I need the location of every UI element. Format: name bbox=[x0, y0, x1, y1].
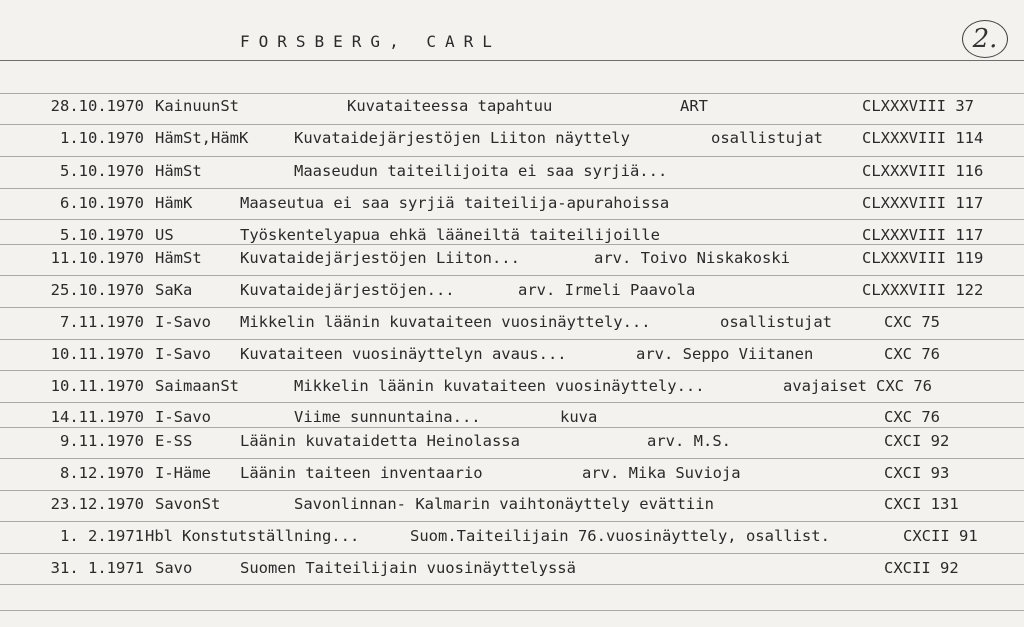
entry-ref: CLXXXVIII 119 bbox=[862, 249, 984, 267]
entry-ref: CLXXXVIII 117 bbox=[862, 226, 984, 244]
entry-ref: CXC 76 bbox=[884, 345, 940, 363]
entry-ref: CXC 76 bbox=[884, 408, 940, 426]
rule bbox=[0, 370, 1024, 371]
top-rule bbox=[0, 60, 1024, 61]
entry-source: Savo bbox=[155, 559, 193, 577]
entry-ref: CXCI 131 bbox=[884, 495, 959, 513]
entry-row bbox=[0, 494, 1024, 518]
entry-date: 9.11.1970 bbox=[60, 432, 144, 450]
entry-title: Kuvataidejärjestöjen Liiton... bbox=[240, 249, 520, 267]
entry-date: 1. 2.1971 bbox=[60, 527, 144, 545]
entry-source: KainuunSt bbox=[155, 97, 239, 115]
entry-row bbox=[0, 344, 1024, 368]
entry-title: Maaseutua ei saa syrjiä taiteilija-apurahoissa bbox=[240, 194, 670, 212]
rule bbox=[0, 490, 1024, 491]
card-title: FORSBERG, CARL bbox=[240, 32, 501, 51]
entry-row bbox=[0, 463, 1024, 487]
entry-note: arv. Toivo Niskakoski bbox=[594, 249, 790, 267]
rule bbox=[0, 521, 1024, 522]
entry-row bbox=[0, 558, 1024, 582]
entry-source: HämSt,HämK bbox=[155, 129, 249, 147]
entry-source: HämSt bbox=[155, 162, 202, 180]
entry-title: Kuvataidejärjestöjen... bbox=[240, 281, 455, 299]
entry-ref: CXCI 92 bbox=[884, 432, 950, 450]
entry-title: Suomen Taiteilijain vuosinäyttelyssä bbox=[240, 559, 576, 577]
entry-date: 31. 1.1971 bbox=[50, 559, 144, 577]
entry-source: SaKa bbox=[155, 281, 193, 299]
entry-ref: CXC 76 bbox=[876, 377, 932, 395]
rule bbox=[0, 156, 1024, 157]
entry-source: HämSt bbox=[155, 249, 202, 267]
rule bbox=[0, 124, 1024, 125]
page-number: 2. bbox=[962, 20, 1008, 58]
entry-date: 1.10.1970 bbox=[60, 129, 144, 147]
entry-title: Viime sunnuntaina... bbox=[294, 408, 481, 426]
entry-note: kuva bbox=[560, 408, 598, 426]
entry-note: arv. Seppo Viitanen bbox=[636, 345, 814, 363]
entry-title: Työskentelyapua ehkä lääneiltä taiteilijoille bbox=[240, 226, 660, 244]
entry-ref: CLXXXVIII 122 bbox=[862, 281, 984, 299]
entry-date: 11.10.1970 bbox=[50, 249, 144, 267]
rule bbox=[0, 610, 1024, 611]
entry-ref: CXCII 92 bbox=[884, 559, 959, 577]
entry-title: Läänin taiteen inventaario bbox=[240, 464, 483, 482]
entry-ref: CLXXXVIII 117 bbox=[862, 194, 984, 212]
rule bbox=[0, 307, 1024, 308]
entry-source: I-Savo bbox=[155, 408, 211, 426]
entry-source: I-Savo bbox=[155, 313, 211, 331]
entry-note: arv. Irmeli Paavola bbox=[518, 281, 696, 299]
entry-row bbox=[0, 161, 1024, 185]
entry-note: osallistujat bbox=[711, 129, 823, 147]
entry-source: E-SS bbox=[155, 432, 193, 450]
entry-row bbox=[0, 96, 1024, 120]
entry-row bbox=[0, 376, 1024, 400]
entry-note: osallistujat bbox=[720, 313, 832, 331]
entry-note: arv. M.S. bbox=[647, 432, 731, 450]
entry-ref: CLXXXVIII 116 bbox=[862, 162, 984, 180]
rule bbox=[0, 188, 1024, 189]
rule bbox=[0, 219, 1024, 220]
entry-ref: CXCI 93 bbox=[884, 464, 950, 482]
entry-source: SaimaanSt bbox=[155, 377, 239, 395]
entry-date: 23.12.1970 bbox=[50, 495, 144, 513]
entry-date: 5.10.1970 bbox=[60, 226, 144, 244]
entry-title: Konstutställning... bbox=[182, 527, 360, 545]
entry-row bbox=[0, 407, 1024, 431]
entry-ref: CLXXXVIII 114 bbox=[862, 129, 984, 147]
entry-row bbox=[0, 431, 1024, 455]
entry-row bbox=[0, 248, 1024, 272]
entry-title: Mikkelin läänin kuvataiteen vuosinäyttely... bbox=[240, 313, 651, 331]
entry-date: 7.11.1970 bbox=[60, 313, 144, 331]
rule bbox=[0, 458, 1024, 459]
entry-row bbox=[0, 128, 1024, 152]
rule bbox=[0, 93, 1024, 94]
entry-note: avajaiset bbox=[783, 377, 867, 395]
entry-row bbox=[0, 312, 1024, 336]
entry-row bbox=[0, 526, 1024, 550]
entry-row bbox=[0, 193, 1024, 217]
entry-title: Maaseudun taiteilijoita ei saa syrjiä... bbox=[294, 162, 668, 180]
entry-title: Läänin kuvataidetta Heinolassa bbox=[240, 432, 520, 450]
entry-note: ART bbox=[680, 97, 708, 115]
entry-date: 14.11.1970 bbox=[50, 408, 144, 426]
entry-title: Mikkelin läänin kuvataiteen vuosinäyttely... bbox=[294, 377, 705, 395]
entry-ref: CLXXXVIII 37 bbox=[862, 97, 974, 115]
entry-row bbox=[0, 280, 1024, 304]
rule bbox=[0, 339, 1024, 340]
entry-source: I-Savo bbox=[155, 345, 211, 363]
entry-note: Suom.Taiteilijain 76.vuosinäyttely, osallist. bbox=[410, 527, 830, 545]
entry-source: US bbox=[155, 226, 174, 244]
entry-source: SavonSt bbox=[155, 495, 221, 513]
entry-date: 25.10.1970 bbox=[50, 281, 144, 299]
entry-title: Kuvataiteessa tapahtuu bbox=[347, 97, 553, 115]
entry-row bbox=[0, 225, 1024, 249]
entry-date: 6.10.1970 bbox=[60, 194, 144, 212]
entry-date: 10.11.1970 bbox=[50, 377, 144, 395]
entry-date: 5.10.1970 bbox=[60, 162, 144, 180]
entry-source: HämK bbox=[155, 194, 193, 212]
entry-ref: CXC 75 bbox=[884, 313, 940, 331]
entry-note: arv. Mika Suvioja bbox=[582, 464, 741, 482]
entry-date: 28.10.1970 bbox=[50, 97, 144, 115]
entry-ref: CXCII 91 bbox=[903, 527, 978, 545]
rule bbox=[0, 553, 1024, 554]
entry-date: 8.12.1970 bbox=[60, 464, 144, 482]
entry-source: I-Häme bbox=[155, 464, 211, 482]
entry-title: Savonlinnan- Kalmarin vaihtonäyttely evättiin bbox=[294, 495, 714, 513]
entry-source: Hbl bbox=[145, 527, 173, 545]
entry-date: 10.11.1970 bbox=[50, 345, 144, 363]
entry-title: Kuvataiteen vuosinäyttelyn avaus... bbox=[240, 345, 567, 363]
rule bbox=[0, 275, 1024, 276]
rule bbox=[0, 402, 1024, 403]
rule bbox=[0, 584, 1024, 585]
entry-title: Kuvataidejärjestöjen Liiton näyttely bbox=[294, 129, 630, 147]
